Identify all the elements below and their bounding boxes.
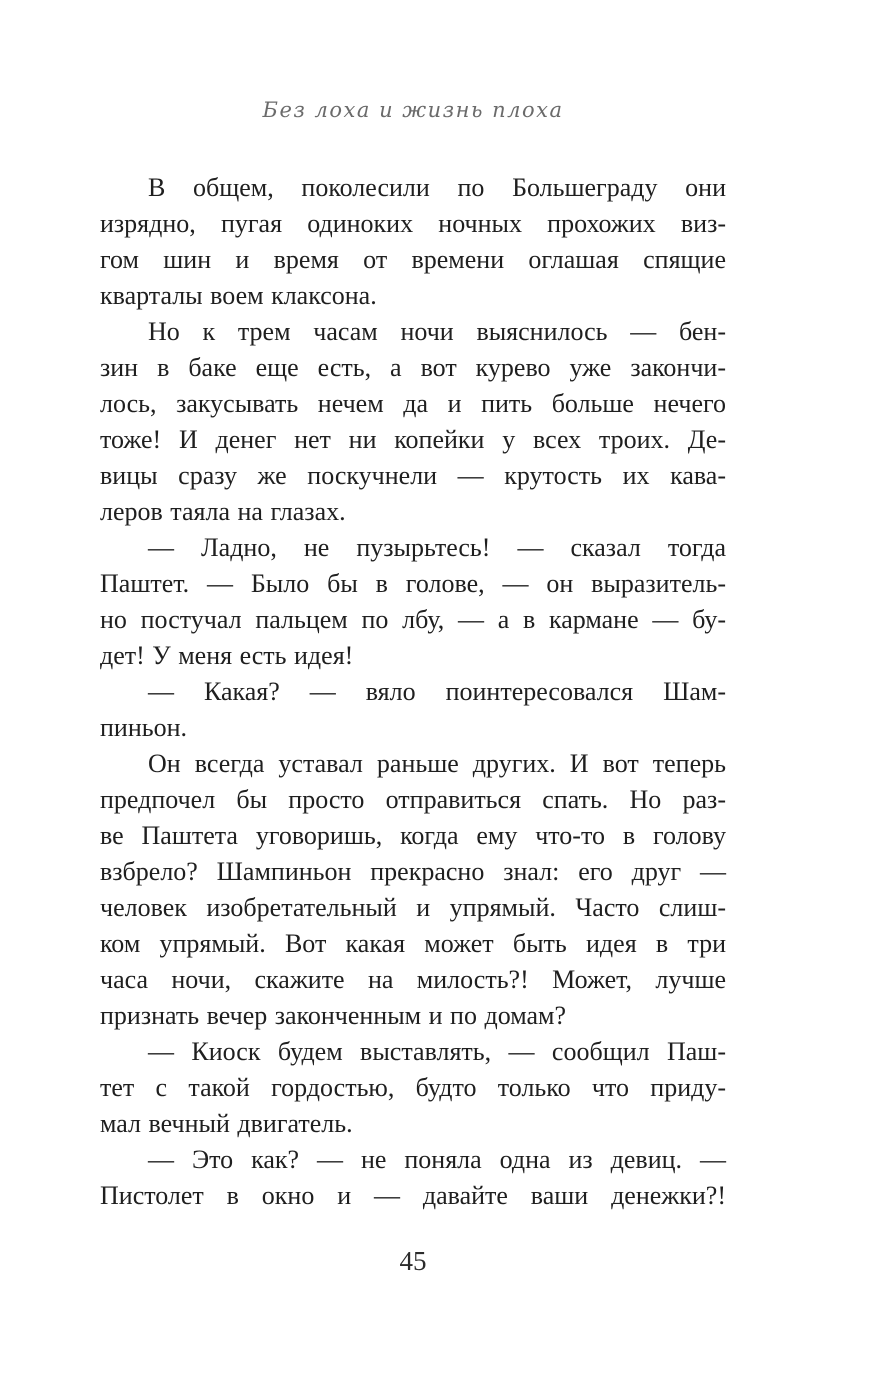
text-line: ве Паштета уговоришь, когда ему что-то в голову [100, 821, 726, 850]
text-line: тет с такой гордостью, будто только что приду- [100, 1073, 726, 1102]
paragraph [100, 170, 726, 314]
text-line: вицы сразу же поскучнели — крутость их кава- [100, 461, 726, 490]
page-number: 45 [399, 1246, 427, 1276]
text-line: пиньон. [100, 713, 188, 742]
text-line: тоже! И денег нет ни копейки у всех троих. Де- [100, 425, 726, 454]
page-text [100, 170, 726, 1214]
text-line: — Какая? — вяло поинтересовался Шам- [148, 677, 726, 706]
text-line: взбрело? Шампиньон прекрасно знал: его друг — [100, 857, 726, 886]
text-line: леров таяла на глазах. [100, 497, 346, 526]
paragraph [100, 1142, 726, 1214]
text-line: предпочел бы просто отправиться спать. Но раз- [100, 785, 726, 814]
paragraph [100, 674, 726, 746]
text-line: — Киоск будем выставлять, — сообщил Паш- [148, 1037, 726, 1066]
paragraph [100, 746, 726, 1034]
text-line: часа ночи, скажите на милость?! Может, лучше [100, 965, 726, 994]
text-line: мал вечный двигатель. [100, 1109, 353, 1138]
text-line: ком упрямый. Вот какая может быть идея в три [100, 929, 726, 958]
text-line: Но к трем часам ночи выяснилось — бен- [148, 317, 726, 346]
text-line: дет! У меня есть идея! [100, 641, 354, 670]
text-line: но постучал пальцем по лбу, — а в кармане — бу- [100, 605, 726, 634]
running-header: Без лоха и жизнь плоха [262, 98, 564, 122]
text-line: изрядно, пугая одиноких ночных прохожих виз- [100, 209, 726, 238]
text-line: Он всегда уставал раньше других. И вот теперь [148, 749, 726, 778]
text-line: человек изобретательный и упрямый. Часто слиш- [100, 893, 726, 922]
text-line: лось, закусывать нечем да и пить больше нечего [100, 389, 726, 418]
text-line: гом шин и время от времени оглашая спящие [100, 245, 726, 274]
paragraph [100, 1034, 726, 1142]
text-line: — Ладно, не пузырьтесь! — сказал тогда [148, 533, 726, 562]
text-line: признать вечер законченным и по домам? [100, 1001, 567, 1030]
text-line: Пистолет в окно и — давайте ваши денежки?! [100, 1181, 726, 1210]
text-line: В общем, поколесили по Большеграду они [148, 173, 726, 202]
paragraph [100, 530, 726, 674]
text-line: зин в баке еще есть, а вот курево уже закончи- [100, 353, 726, 382]
text-line: кварталы воем клаксона. [100, 281, 377, 310]
text-line: — Это как? — не поняла одна из девиц. — [148, 1145, 726, 1174]
text-line: Паштет. — Было бы в голове, — он выразитель- [100, 569, 726, 598]
paragraph [100, 314, 726, 530]
